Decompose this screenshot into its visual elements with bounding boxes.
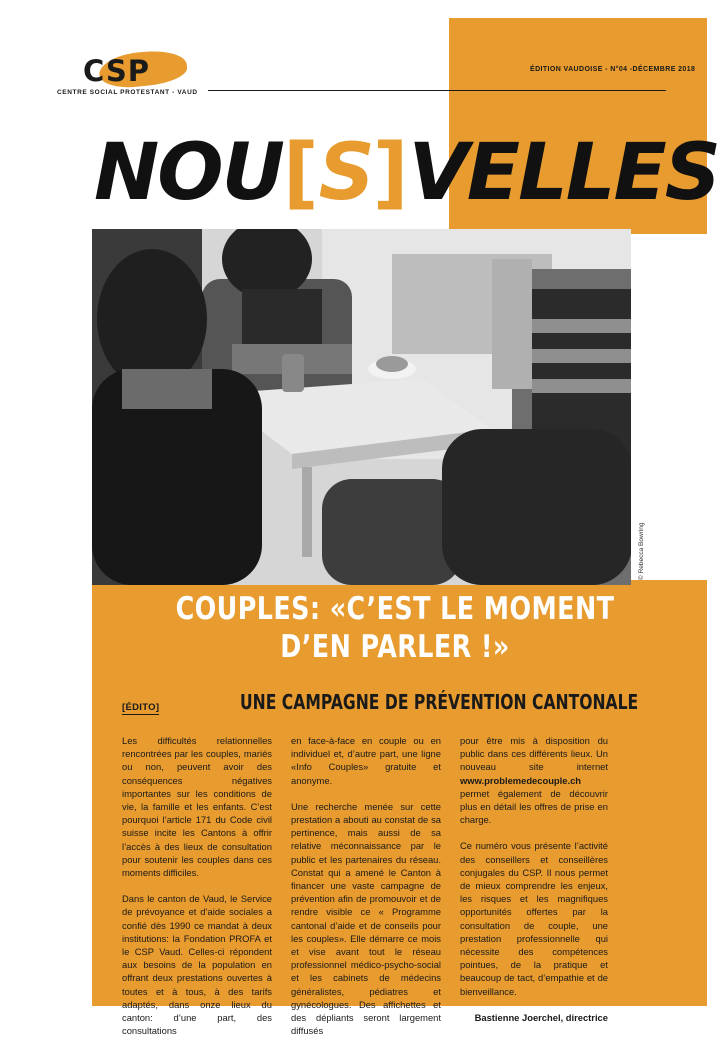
headline-line1: COUPLES: «C’EST LE MOMENT bbox=[175, 591, 615, 627]
paragraph: Dans le canton de Vaud, le Service de prévoyance et d’aide sociales a confié dès 1990 ce mandat à deux institutions: la Fondation PROFA et le CSP Vaud. Celles-ci répondent aux besoins de la population en offrant deux prestations ouvertes à toutes et à tous, à des tarifs adaptés, dans onze lieux du canton: d’une part, des consultations bbox=[122, 893, 272, 1037]
logo-name: CSP bbox=[83, 54, 150, 88]
cover-photo bbox=[92, 229, 631, 585]
article-column-3 bbox=[460, 734, 608, 1037]
masthead-s: S bbox=[318, 128, 373, 218]
paragraph: Ce numéro vous présente l’activité des conseillers et conseillères conjugales du CSP. Il nous permet de mieux comprendre les enjeux, les risques et les magnifiques opportunités offertes par la consultation de couple, une prestation professionnelle qui nécessite des compétences pointues, de la pratique et beaucoup de tact, d’empathie et de bienveillance. bbox=[460, 840, 608, 997]
website-link[interactable]: www.problemedecouple.ch bbox=[460, 774, 582, 786]
signature: Bastienne Joerchel, directrice bbox=[474, 1011, 608, 1023]
masthead-part1: NOU bbox=[94, 128, 283, 218]
masthead-title bbox=[94, 128, 719, 218]
main-headline bbox=[153, 590, 637, 666]
masthead-part2: VELLES bbox=[408, 128, 719, 218]
logo-subtitle: CENTRE SOCIAL PROTESTANT - VAUD bbox=[57, 89, 198, 96]
headline-line2: D’EN PARLER !» bbox=[280, 629, 510, 665]
masthead-open-bracket: [ bbox=[282, 128, 319, 218]
paragraph: Les difficultés relationnelles rencontrées par les couples, mariés ou non, peuvent avoir des conséquences négatives importantes sur les conditions de vie, la famille et les enfants. C’est pourquoi l’article 171 du Code civil suisse incite les Cantons à offrir l’accès à des lieux de consultation pour soutenir les couples dans ces moments difficiles. bbox=[122, 735, 272, 879]
paragraph: en face-à-face en couple ou en individuel et, d’autre part, une ligne «Info Couples» gratuite et anonyme. bbox=[291, 735, 441, 786]
paragraph-text: pour être mis à disposition du public dans ces différents lieux. Un nouveau site internet bbox=[460, 735, 608, 773]
paragraph bbox=[460, 734, 608, 826]
header-divider bbox=[208, 90, 666, 91]
edition-info: ÉDITION VAUDOISE - N°04 -DÉCEMBRE 2018 bbox=[530, 66, 696, 73]
paragraph-text: permet également de découvrir plus en détail les offres de prise en charge. bbox=[460, 787, 608, 826]
article-column-1 bbox=[122, 734, 272, 1050]
article-subtitle: UNE CAMPAGNE DE PRÉVENTION CANTONALE bbox=[240, 690, 639, 714]
cover-photo-illustration bbox=[92, 229, 631, 585]
csp-logo bbox=[57, 52, 197, 100]
paragraph: Une recherche menée sur cette prestation a abouti au constat de sa pertinence, mais aussi de sa relative méconnaissance par le public et les partenaires du réseau. Constat qui a amené le Canton à financer une vaste campagne de prévention afin de promouvoir et de rendre visible ce « Programme cantonal d’aide et de conseils pour les couples». Elle démarre ce mois et vise avant tout le réseau professionnel médico-psycho-social et les cabinets de médecins généralistes, pédiatres et gynécologues. Des affichettes et des dépliants seront largement diffusés bbox=[291, 800, 441, 1037]
photo-credit: © Rebecca Bowring bbox=[638, 522, 645, 580]
masthead-close-bracket: ] bbox=[372, 128, 409, 218]
article-column-2 bbox=[291, 734, 441, 1050]
edito-label: [ÉDITO] bbox=[122, 702, 160, 713]
